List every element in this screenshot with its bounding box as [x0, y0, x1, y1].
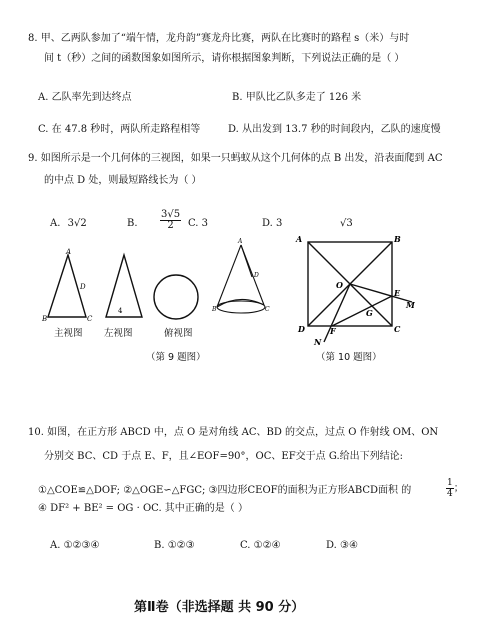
q10-frac-num: 1	[447, 478, 453, 488]
fig10-label-a: A	[296, 234, 303, 244]
section-title: 第Ⅱ卷（非选择题 共 90 分）	[134, 600, 305, 615]
front-label-d: D	[80, 283, 86, 291]
cone-label-c: C	[265, 306, 270, 313]
caption-fig10: （第 10 题图）	[316, 352, 382, 363]
q10-option-c: C. ①②④	[240, 540, 281, 551]
top-view-circle	[154, 275, 198, 319]
fig10-label-d: D	[298, 324, 305, 334]
fig10-label-o: O	[336, 280, 343, 290]
q10-frac-den: 4	[447, 489, 453, 499]
q8-option-a: A. 乙队率先到达终点	[38, 92, 132, 103]
q10-conclusions-line1: ①△COE≌△DOF; ②△OGE∽△FGC; ③四边形CEOF的面积为正方形ABCD面积 的	[38, 485, 412, 496]
fig10-square	[288, 228, 418, 346]
cone-label-a: A	[238, 238, 243, 245]
fig10-label-c: C	[394, 324, 401, 334]
fig10-label-f: F	[330, 326, 336, 336]
q10-option-b: B. ①②③	[154, 540, 195, 551]
q8-stem-line2: 间 t（秒）之间的函数图象如图所示，请你根据图象判断，下列说法正确的是（ ）	[44, 53, 405, 64]
q9-option-a-value: 3√2	[67, 218, 87, 229]
q9-option-a	[50, 218, 87, 229]
q9-option-b-label: B.	[127, 218, 138, 229]
fig9-cone	[210, 235, 272, 325]
q9-option-b-den: 2	[167, 220, 174, 231]
q9-stem-line1: 9. 如图所示是一个几何体的三视图，如果一只蚂蚁从这个几何体的点 B 出发，沿表面爬到 AC	[28, 153, 443, 164]
caption-front-view: 主视图	[54, 328, 83, 339]
q9-stem-line2: 的中点 D 处，则最短路线长为（ ）	[44, 175, 202, 186]
front-label-a: A	[66, 248, 72, 256]
q9-extra-sqrt3: √3	[340, 218, 353, 229]
fig10-label-g: G	[366, 308, 373, 318]
q9-option-b-num: 3√5	[161, 209, 181, 220]
caption-top-view: 俯视图	[164, 328, 193, 339]
q8-option-b: B. 甲队比乙队多走了 126 米	[232, 92, 362, 103]
q9-option-d: D. 3	[262, 218, 283, 229]
q10-conclusions-line2: ④ DF² + BE² = OG · OC. 其中正确的是（ ）	[38, 503, 248, 514]
left-view-triangle	[106, 255, 142, 317]
fig10-label-e: E	[394, 288, 401, 298]
q10-option-d: D. ③④	[326, 540, 358, 551]
front-label-b: B	[42, 315, 48, 323]
cone-label-b: B	[212, 306, 217, 313]
fig10-label-m: M	[406, 300, 415, 310]
fig10-label-b: B	[394, 234, 401, 244]
q10-frac-tail: ；	[453, 483, 464, 494]
fig9-three-views	[38, 245, 208, 335]
q8-option-c: C. 在 47.8 秒时，两队所走路程相等	[38, 124, 201, 135]
q9-option-a-label: A.	[50, 218, 61, 229]
caption-left-view: 左视图	[104, 328, 133, 339]
q10-stem-line1: 10. 如图，在正方形 ABCD 中，点 O 是对角线 AC、BD 的交点，过点 O 作射线 OM、ON	[28, 427, 439, 438]
caption-fig9: （第 9 题图）	[146, 352, 206, 363]
q8-option-d: D. 从出发到 13.7 秒的时间段内，乙队的速度慢	[228, 124, 441, 135]
q9-option-b-frac	[160, 210, 181, 231]
q10-quarter-fraction	[446, 478, 464, 499]
fig10-label-n: N	[314, 337, 322, 346]
q10-option-a: A. ①②③④	[50, 540, 100, 551]
left-view-label: 4	[118, 307, 123, 315]
q9-option-c: C. 3	[188, 218, 209, 229]
q10-stem-line2: 分别交 BC、CD 于点 E、F，且∠EOF=90°，OC、EF交于点 G.给出下列结论:	[44, 451, 403, 462]
cone-label-d: D	[254, 272, 259, 279]
q8-stem-line1: 8. 甲、乙两队参加了“端午情，龙舟韵”赛龙舟比赛，两队在比赛时的路程 s（米）与时	[28, 33, 410, 44]
front-label-c: C	[87, 315, 93, 323]
